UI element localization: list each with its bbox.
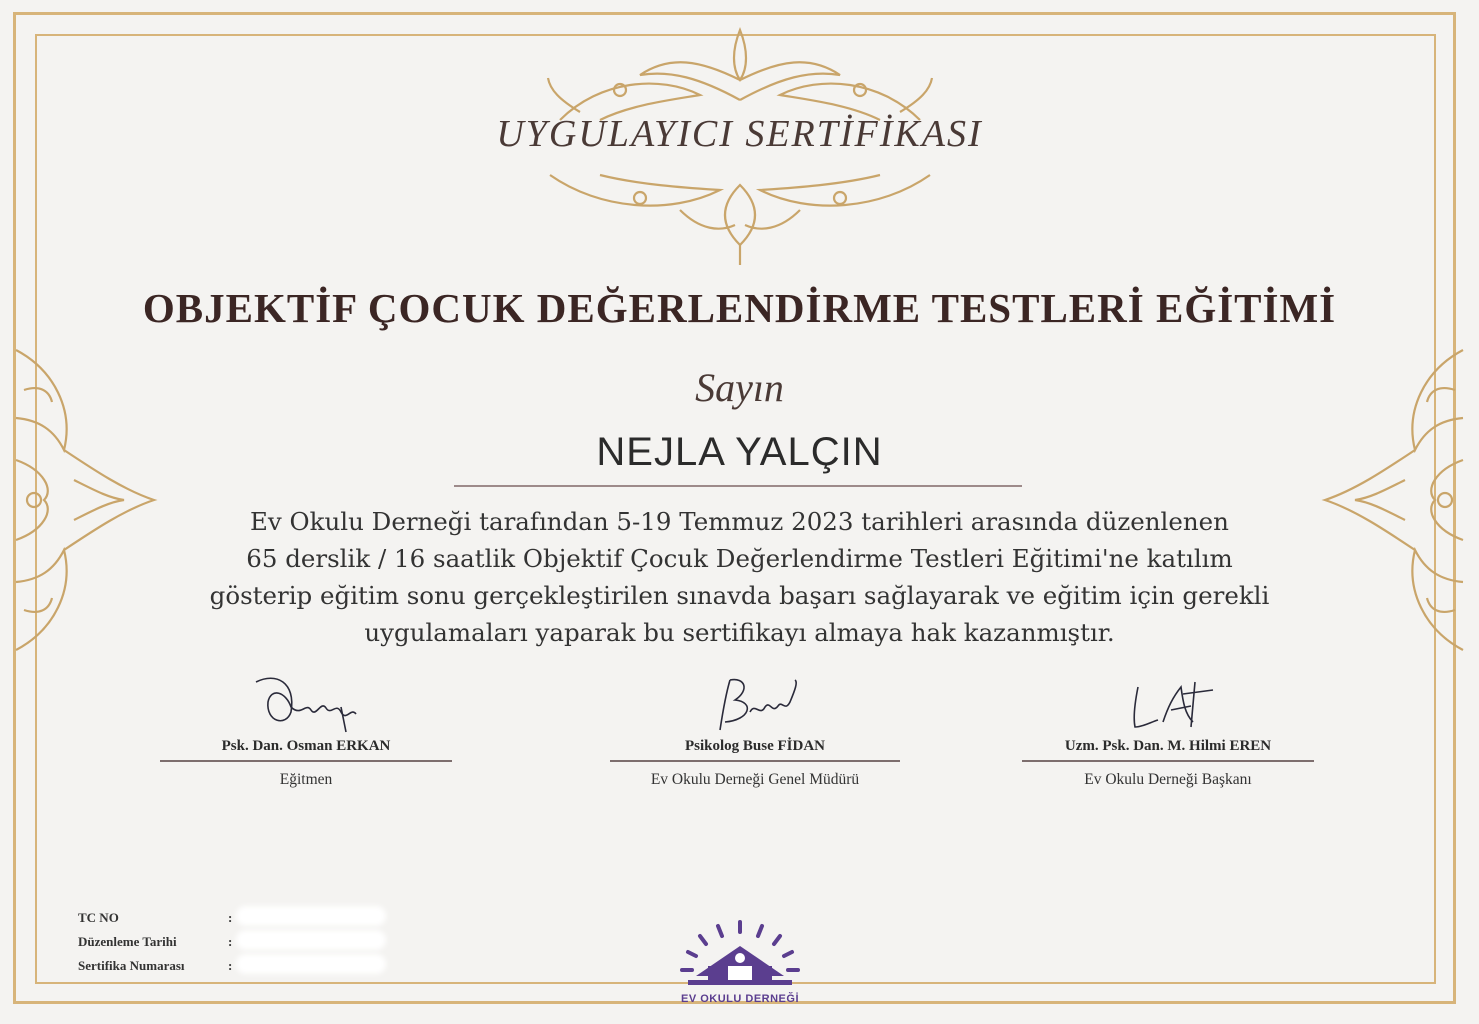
signature-line: [610, 760, 900, 762]
meta-label: Düzenleme Tarihi: [78, 934, 177, 949]
signature-block-trainer: [160, 672, 452, 789]
logo-text: EV OKULU DERNEĞİ: [680, 993, 799, 1005]
signatory-name: Psk. Dan. Osman ERKAN: [221, 738, 391, 754]
certificate-body: [0, 503, 1479, 651]
redacted-value: [236, 906, 386, 926]
organization-logo: [668, 918, 812, 1005]
course-title: OBJEKTİF ÇOCUK DEĞERLENDİRME TESTLERİ EĞİTİMİ: [142, 285, 1337, 331]
signatory-name: Uzm. Psk. Dan. M. Hilmi EREN: [1064, 738, 1272, 754]
meta-label: Sertifika Numarası: [78, 958, 185, 973]
signature-block-president: [1022, 672, 1314, 789]
redacted-value: [236, 954, 386, 974]
signatory-role: Ev Okulu Derneği Başkanı: [1084, 771, 1252, 788]
body-line: Ev Okulu Derneği tarafından 5-19 Temmuz 2023 tarihleri arasında düzenlenen: [250, 507, 1229, 536]
meta-row-certificate-number: [78, 954, 386, 978]
certificate-type-title: UYGULAYICI SERTİFİKASI: [496, 113, 983, 155]
name-underline: [454, 485, 1022, 487]
redacted-value: [236, 930, 386, 950]
meta-row-tc-no: [78, 906, 386, 930]
signatory-name: Psikolog Buse FİDAN: [684, 738, 826, 754]
signature-icon: [246, 672, 366, 734]
body-line: gösterip eğitim sonu gerçekleştirilen sınavda başarı sağlayarak ve eğitim için gerekli: [209, 581, 1270, 610]
signature-line: [1022, 760, 1314, 762]
signature-line: [160, 760, 452, 762]
signatory-role: Eğitmen: [279, 771, 333, 788]
meta-separator: :: [228, 934, 233, 949]
recipient-name: NEJLA YALÇIN: [596, 430, 883, 474]
signature-icon: [1113, 672, 1223, 734]
meta-separator: :: [228, 910, 233, 925]
signatory-role: Ev Okulu Derneği Genel Müdürü: [650, 771, 860, 788]
body-line: 65 derslik / 16 saatlik Objektif Çocuk Değerlendirme Testleri Eğitimi'ne katılım: [246, 544, 1233, 573]
certificate-meta-fields: [78, 906, 386, 978]
house-sunburst-logo-icon: [668, 918, 812, 990]
meta-separator: :: [228, 958, 233, 973]
salutation: Sayın: [695, 365, 784, 410]
meta-row-issue-date: [78, 930, 386, 954]
signature-icon: [700, 672, 810, 734]
meta-label: TC NO: [78, 910, 119, 925]
body-line: uygulamaları yaparak bu sertifikayı almaya hak kazanmıştır.: [364, 618, 1115, 647]
signature-block-director: [610, 672, 900, 789]
